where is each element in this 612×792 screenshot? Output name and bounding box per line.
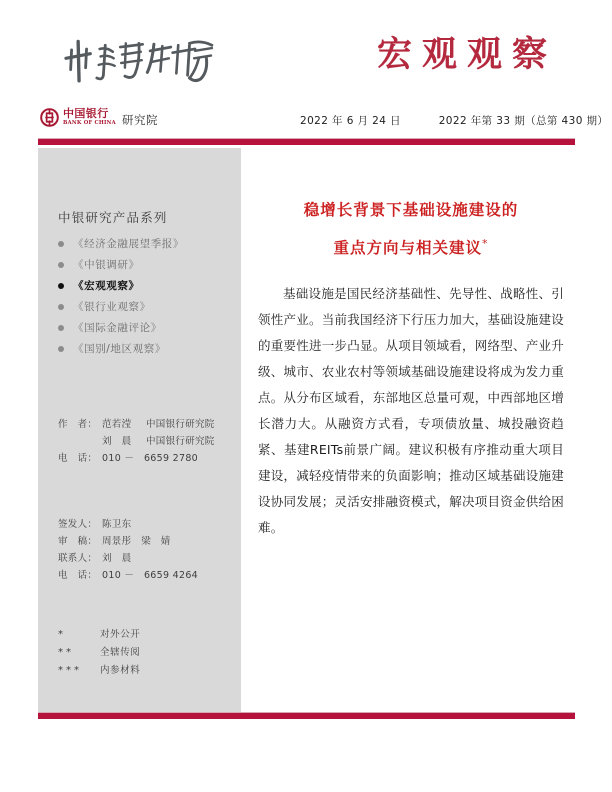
series-item-label: 《中银调研》 bbox=[73, 259, 140, 271]
bullet-dot-icon bbox=[58, 346, 64, 352]
issuer-label: 签发人： bbox=[58, 519, 98, 530]
article-title-line-2-text: 重点方向与相关建议 bbox=[333, 239, 482, 258]
reviewer-value: 周景彤 梁 婧 bbox=[102, 536, 171, 547]
series-item-label: 《国际金融评论》 bbox=[73, 322, 162, 334]
contact-phone-label: 电 话： bbox=[58, 570, 98, 581]
sidebar-panel bbox=[38, 148, 241, 712]
boc-name-en: BANK OF CHINA bbox=[63, 119, 116, 126]
legend-row-internal-circulation bbox=[58, 644, 140, 662]
legend-row-restricted bbox=[58, 662, 140, 680]
author-name: 刘 晨 bbox=[102, 436, 132, 447]
series-item-label: 《国别/地区观察》 bbox=[73, 343, 166, 355]
authors-label: 作 者： bbox=[58, 419, 98, 430]
phone-value: 010 － 6659 2780 bbox=[102, 453, 199, 464]
bullet-dot-icon bbox=[58, 304, 64, 310]
footer-red-rule bbox=[38, 712, 575, 719]
reviewer-row bbox=[58, 533, 198, 550]
sidebar-item-banking-observation[interactable] bbox=[58, 296, 236, 317]
distribution-legend bbox=[58, 626, 140, 680]
sidebar-item-macro-observation[interactable] bbox=[58, 275, 236, 296]
authors-label-spacer bbox=[58, 433, 102, 450]
article-abstract: 基础设施是国民经济基础性、先导性、战略性、引领性产业。当前我国经济下行压力加大，基础设施建设的重要性进一步凸显。从项目领域看，网络型、产业升级、城市、农业农村等领域基础设施建设将成为发力重点。从分布区域看，东部地区总量可观，中西部地区增长潜力大。从融资方式看，专项债放量、城投融资趋紧、基建REITs前景广阔。建议积极有序推动重大项目建设，减轻疫情带来的负面影响；推动区域基础设施建设协同发展；灵活安排融资模式，解决项目资金供给困难。 bbox=[258, 286, 564, 536]
bullet-dot-icon bbox=[58, 325, 64, 331]
issue-number: 2022 年第 33 期（总第 430 期） bbox=[438, 115, 609, 127]
legend-label: 内参材料 bbox=[100, 665, 141, 676]
title-footnote-marker: * bbox=[482, 237, 489, 250]
contact-value: 刘 晨 bbox=[102, 553, 132, 564]
legend-stars: ** bbox=[58, 647, 74, 658]
reviewer-label: 审 稿： bbox=[58, 536, 98, 547]
issue-line bbox=[300, 113, 608, 128]
author-row bbox=[58, 433, 215, 450]
issuer-row bbox=[58, 516, 198, 533]
legend-row-public bbox=[58, 626, 140, 644]
series-item-label: 《银行业观察》 bbox=[73, 301, 151, 313]
publication-date: 2022 年 6 月 24 日 bbox=[300, 115, 401, 127]
contact-row bbox=[58, 550, 198, 567]
author-row bbox=[58, 416, 215, 433]
contact-label: 联系人： bbox=[58, 553, 98, 564]
legend-stars: *** bbox=[58, 665, 82, 676]
article-title-line-1: 稳增长背景下基础设施建设的 bbox=[303, 201, 519, 219]
article-content bbox=[258, 148, 564, 541]
brand-calligraphy-logo bbox=[58, 34, 218, 96]
contact-phone-value: 010 － 6659 4264 bbox=[102, 570, 199, 581]
article-title bbox=[258, 194, 564, 265]
issuer-value: 陈卫东 bbox=[102, 519, 132, 530]
bullet-dot-icon bbox=[58, 262, 64, 268]
series-item-label: 《宏观观察》 bbox=[73, 280, 140, 292]
contact-phone-row bbox=[58, 567, 198, 584]
bullet-dot-icon bbox=[58, 241, 64, 247]
series-heading: 中银研究产品系列 bbox=[58, 210, 168, 225]
author-phone-row bbox=[58, 450, 215, 467]
sidebar-item-international-finance-review[interactable] bbox=[58, 317, 236, 338]
boc-name-cn: 中国银行 bbox=[63, 107, 109, 121]
bullet-dot-icon bbox=[58, 283, 64, 289]
legend-stars: * bbox=[58, 629, 66, 640]
journal-title: 宏观观察 bbox=[376, 35, 557, 75]
legend-label: 对外公开 bbox=[100, 629, 141, 640]
institute-name: 研究院 bbox=[122, 113, 158, 127]
series-list bbox=[58, 233, 236, 359]
series-item-label: 《经济金融展望季报》 bbox=[73, 238, 184, 250]
sidebar-item-economic-outlook[interactable] bbox=[58, 233, 236, 254]
authors-block bbox=[58, 416, 215, 467]
sidebar-item-boc-research[interactable] bbox=[58, 254, 236, 275]
legend-label: 全辖传阅 bbox=[100, 647, 141, 658]
author-org: 中国银行研究院 bbox=[146, 419, 215, 430]
author-name: 范若滢 bbox=[102, 419, 132, 430]
boc-emblem-icon bbox=[40, 108, 59, 127]
masthead bbox=[38, 28, 575, 104]
author-org: 中国银行研究院 bbox=[146, 436, 215, 447]
identity-row bbox=[38, 107, 609, 136]
article-title-line-2 bbox=[258, 227, 564, 265]
bank-of-china-logo bbox=[40, 108, 116, 127]
signers-block bbox=[58, 516, 198, 584]
sidebar-item-country-region-observation[interactable] bbox=[58, 338, 236, 359]
phone-label: 电 话： bbox=[58, 453, 98, 464]
header-red-rule bbox=[38, 138, 575, 145]
boc-wordmark bbox=[63, 108, 116, 127]
